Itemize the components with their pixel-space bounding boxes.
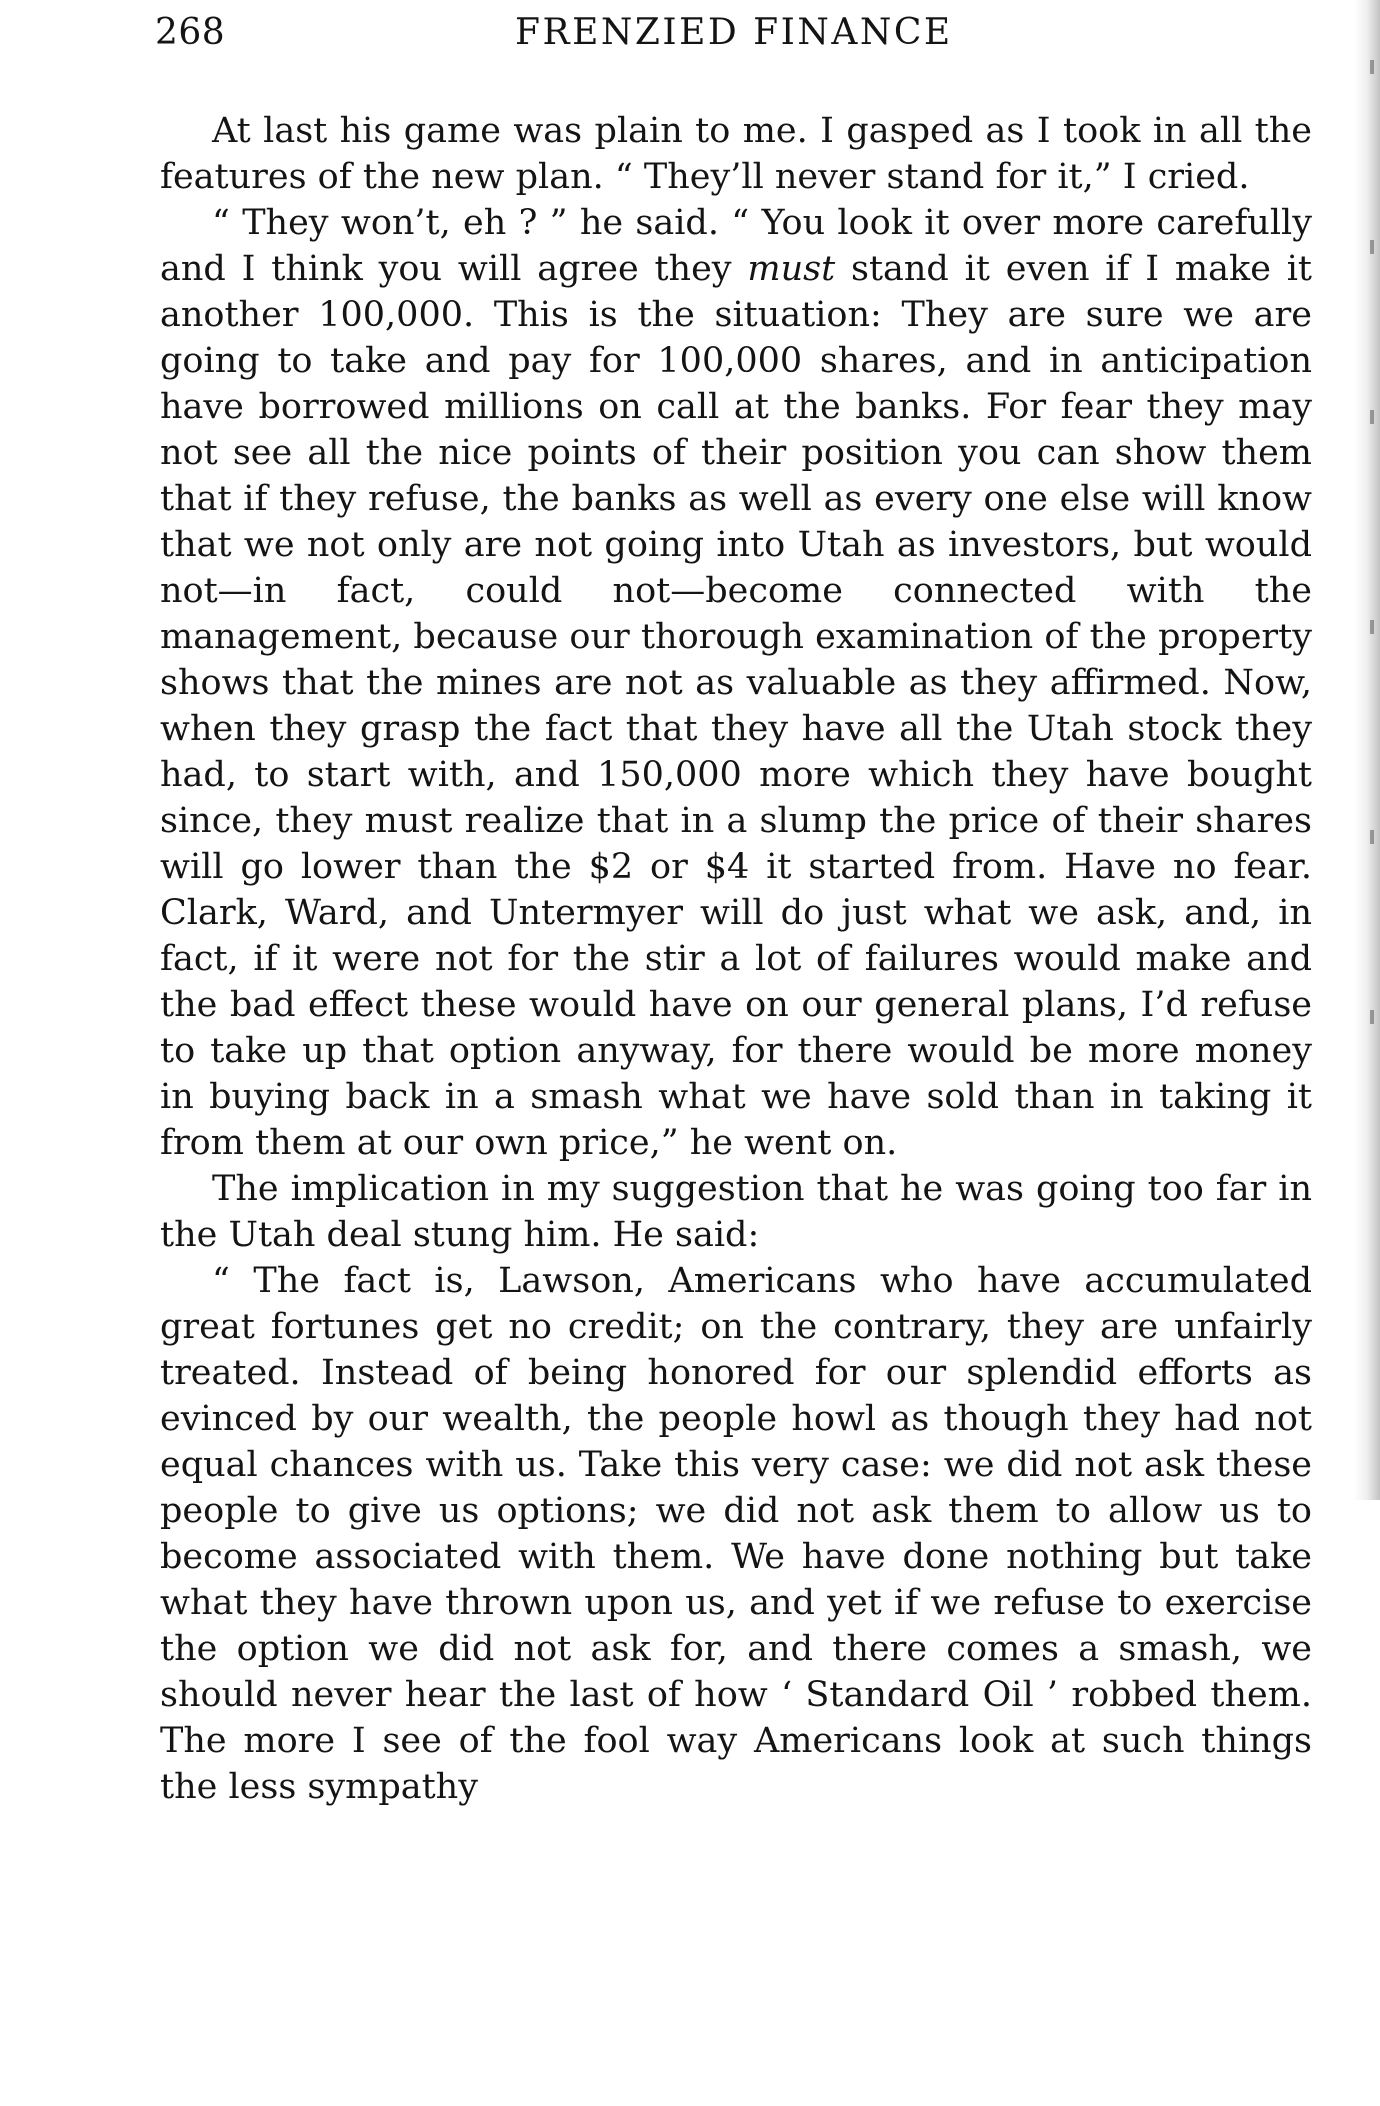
page-edge-shadow — [1354, 0, 1380, 1500]
edge-speck — [1370, 410, 1374, 424]
page-header — [155, 4, 1305, 64]
running-head: FRENZIED FINANCE — [515, 12, 953, 53]
paragraph-3 — [160, 1166, 1312, 1258]
edge-speck — [1370, 620, 1374, 634]
paragraph-text: stand it even if I make it another 100,000. This is the situation: They are sure we are going to take and pay for 100,000 shares, and in anticipation have borrowed millions on call at the banks. For fear they may not see all the nice points of their position you can show them that if they refuse, the banks as well as every one else will know that we not only are not going into Utah as investors, but would not—in fact, could not—become connected with the management, because our thorough examination of the property shows that the mines are not as valuable as they affirmed. Now, when they grasp the fact that they have all the Utah stock they had, to start with, and 150,000 more which they have bought since, they must realize that in a slump the price of their shares will go lower than the $2 or $4 it started from. Have no fear. Clark, Ward, and Untermyer will do just what we ask, and, in fact, if it were not for the stir a lot of failures would make and the bad effect these would have on our general plans, I’d refuse to take up that option anyway, for there would be more money in buying back in a smash what we have sold than in taking it from them at our own price,” he went on. — [160, 249, 1312, 1163]
edge-speck — [1370, 240, 1374, 254]
paragraph-text: At last his game was plain to me. I gasped as I took in all the features of the new plan. “ They’ll never stand for it,” I cried. — [160, 111, 1312, 197]
paragraph-4 — [160, 1258, 1312, 1810]
emphasized-word: must — [747, 249, 836, 289]
page-number: 268 — [155, 12, 226, 53]
paragraph-1 — [160, 108, 1312, 200]
paragraph-text: The implication in my suggestion that he was going too far in the Utah deal stung him. He said: — [160, 1169, 1312, 1255]
paragraph-text: “ The fact is, Lawson, Americans who have accumulated great fortunes get no credit; on the contrary, they are unfairly treated. Instead of being honored for our splendid efforts as evinced by our wealth, the people howl as though they had not equal chances with us. Take this very case: we did not ask these people to give us options; we did not ask them to allow us to become associated with them. We have done nothing but take what they have thrown upon us, and yet if we refuse to exercise the option we did not ask for, and there comes a smash, we should never hear the last of how ‘ Standard Oil ’ robbed them. The more I see of the fool way Americans look at such things the less sympathy — [160, 1261, 1312, 1807]
edge-speck — [1370, 1010, 1374, 1024]
edge-speck — [1370, 830, 1374, 844]
edge-speck — [1370, 60, 1374, 74]
paragraph-text: “ They won’t, eh ? ” he said. “ You look it over more carefully and I think you will agree they — [160, 203, 1312, 289]
paragraph-2 — [160, 200, 1312, 1166]
body-text — [160, 108, 1312, 1810]
